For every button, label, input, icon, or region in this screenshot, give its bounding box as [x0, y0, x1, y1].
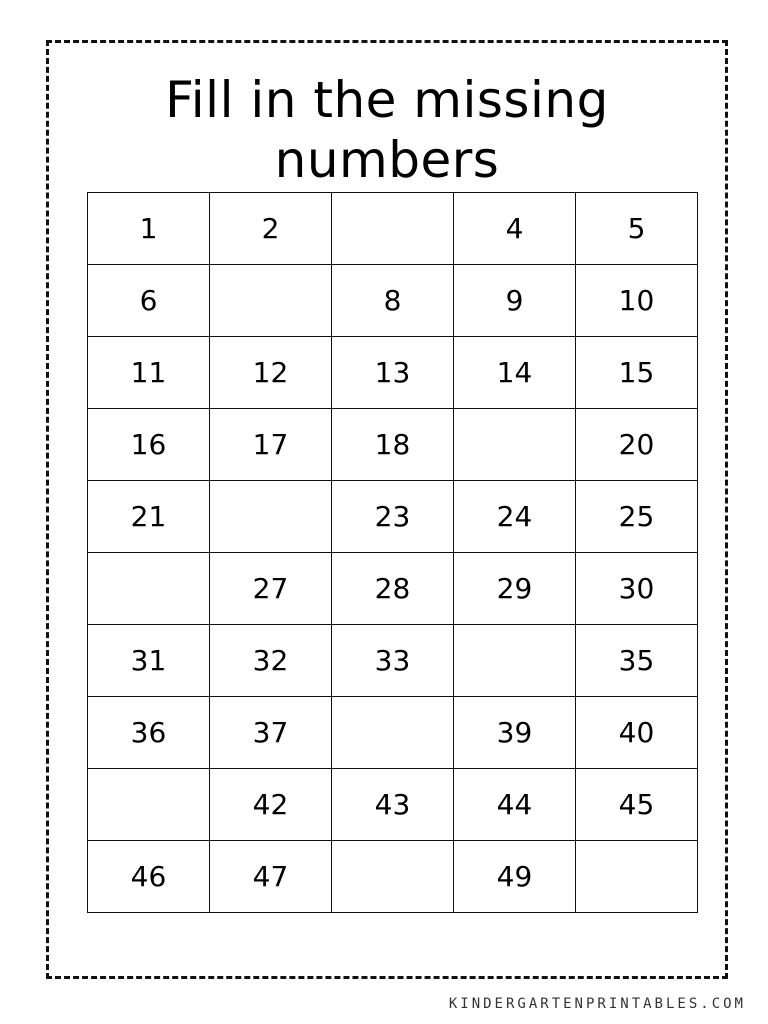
number-cell: 31 [88, 625, 210, 697]
number-cell: 2 [210, 193, 332, 265]
worksheet-title [46, 70, 728, 190]
number-cell: 39 [454, 697, 576, 769]
number-cell: 9 [454, 265, 576, 337]
footer-credit: KINDERGARTENPRINTABLES.COM [448, 996, 746, 1012]
number-cell: 33 [332, 625, 454, 697]
number-cell: 20 [576, 409, 698, 481]
number-cell: 47 [210, 841, 332, 913]
number-cell: 36 [88, 697, 210, 769]
grid-row [88, 769, 698, 841]
blank-number-cell[interactable] [454, 625, 576, 697]
number-cell: 1 [88, 193, 210, 265]
grid-row [88, 625, 698, 697]
number-grid [87, 192, 698, 913]
number-cell: 12 [210, 337, 332, 409]
blank-number-cell[interactable] [88, 553, 210, 625]
grid-row [88, 193, 698, 265]
number-cell: 15 [576, 337, 698, 409]
number-cell: 17 [210, 409, 332, 481]
blank-number-cell[interactable] [210, 481, 332, 553]
grid-row [88, 337, 698, 409]
number-cell: 49 [454, 841, 576, 913]
grid-row [88, 409, 698, 481]
number-cell: 6 [88, 265, 210, 337]
number-cell: 21 [88, 481, 210, 553]
number-cell: 42 [210, 769, 332, 841]
number-cell: 29 [454, 553, 576, 625]
number-cell: 32 [210, 625, 332, 697]
number-cell: 37 [210, 697, 332, 769]
number-cell: 8 [332, 265, 454, 337]
number-cell: 11 [88, 337, 210, 409]
blank-number-cell[interactable] [332, 193, 454, 265]
blank-number-cell[interactable] [88, 769, 210, 841]
number-cell: 28 [332, 553, 454, 625]
grid-row [88, 697, 698, 769]
number-cell: 16 [88, 409, 210, 481]
number-cell: 40 [576, 697, 698, 769]
blank-number-cell[interactable] [576, 841, 698, 913]
number-cell: 45 [576, 769, 698, 841]
number-cell: 24 [454, 481, 576, 553]
number-cell: 13 [332, 337, 454, 409]
number-cell: 27 [210, 553, 332, 625]
blank-number-cell[interactable] [210, 265, 332, 337]
title-line-2: numbers [274, 131, 500, 189]
number-cell: 5 [576, 193, 698, 265]
number-cell: 25 [576, 481, 698, 553]
grid-row [88, 265, 698, 337]
grid-row [88, 841, 698, 913]
blank-number-cell[interactable] [332, 841, 454, 913]
blank-number-cell[interactable] [332, 697, 454, 769]
number-cell: 35 [576, 625, 698, 697]
blank-number-cell[interactable] [454, 409, 576, 481]
number-cell: 18 [332, 409, 454, 481]
number-cell: 14 [454, 337, 576, 409]
number-cell: 4 [454, 193, 576, 265]
title-line-1: Fill in the missing [165, 71, 609, 129]
number-cell: 44 [454, 769, 576, 841]
grid-row [88, 553, 698, 625]
number-grid-body [88, 193, 698, 913]
number-cell: 46 [88, 841, 210, 913]
number-cell: 23 [332, 481, 454, 553]
number-cell: 10 [576, 265, 698, 337]
number-cell: 30 [576, 553, 698, 625]
number-cell: 43 [332, 769, 454, 841]
grid-row [88, 481, 698, 553]
